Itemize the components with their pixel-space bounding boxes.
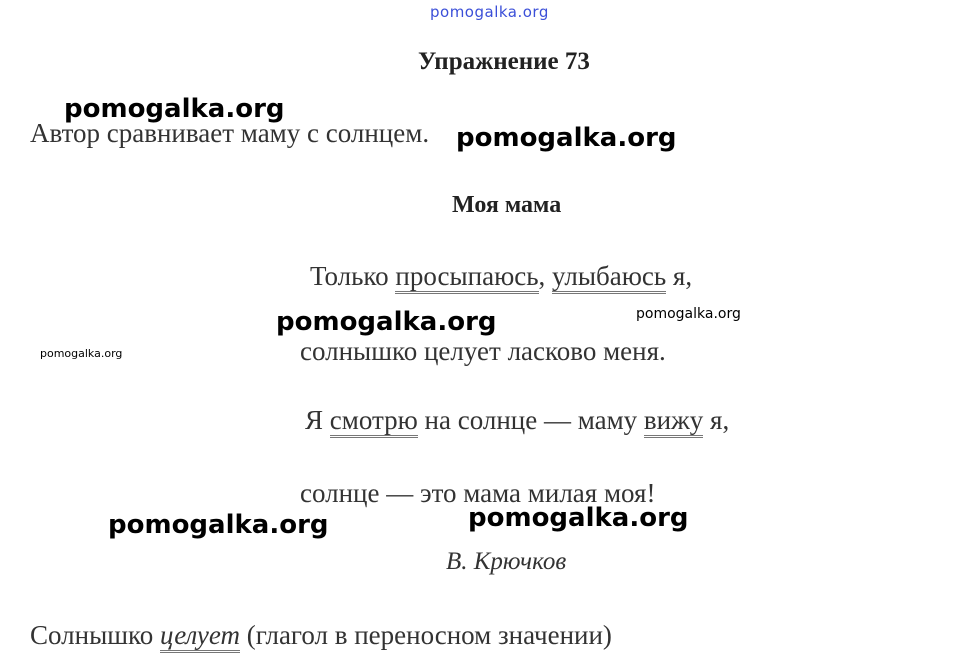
poem-title: Моя мама xyxy=(452,192,562,218)
watermark: pomogalka.org xyxy=(468,503,689,533)
poem-text: Только xyxy=(310,261,396,291)
poem-text: я, xyxy=(703,405,730,435)
poem-text: , xyxy=(538,261,553,291)
poem-text: я, xyxy=(666,261,693,291)
poem-line-2: солнышко целует ласково меня. xyxy=(300,336,666,366)
intro-text: Автор сравнивает маму с солнцем. xyxy=(30,118,430,148)
conclusion-part: (глагол в переносном значении) xyxy=(240,620,612,650)
poem-text: Я xyxy=(305,405,330,435)
poem-line-1 xyxy=(310,261,692,292)
verb-predicate: улыбаюсь xyxy=(552,261,666,294)
verb-predicate: смотрю xyxy=(330,405,418,438)
watermark: pomogalka.org xyxy=(456,123,677,153)
conclusion-text xyxy=(30,620,612,651)
watermark: pomogalka.org xyxy=(636,306,741,322)
poem-line-4: солнце — это мама милая моя! xyxy=(300,478,656,508)
exercise-title: Упражнение 73 xyxy=(418,48,590,75)
watermark-top: pomogalka.org xyxy=(430,3,549,21)
conclusion-part: Солнышко xyxy=(30,620,161,650)
verb-predicate: вижу xyxy=(644,405,703,438)
poem-line-3 xyxy=(305,405,729,436)
watermark: pomogalka.org xyxy=(40,347,123,360)
poem-text: на солнце — маму xyxy=(417,405,644,435)
watermark: pomogalka.org xyxy=(64,94,285,124)
watermark: pomogalka.org xyxy=(108,510,329,540)
watermark: pomogalka.org xyxy=(276,307,497,337)
poem-author: В. Крючков xyxy=(446,548,567,575)
verb-predicate: просыпаюсь xyxy=(395,261,538,294)
verb-predicate: целует xyxy=(160,620,240,653)
